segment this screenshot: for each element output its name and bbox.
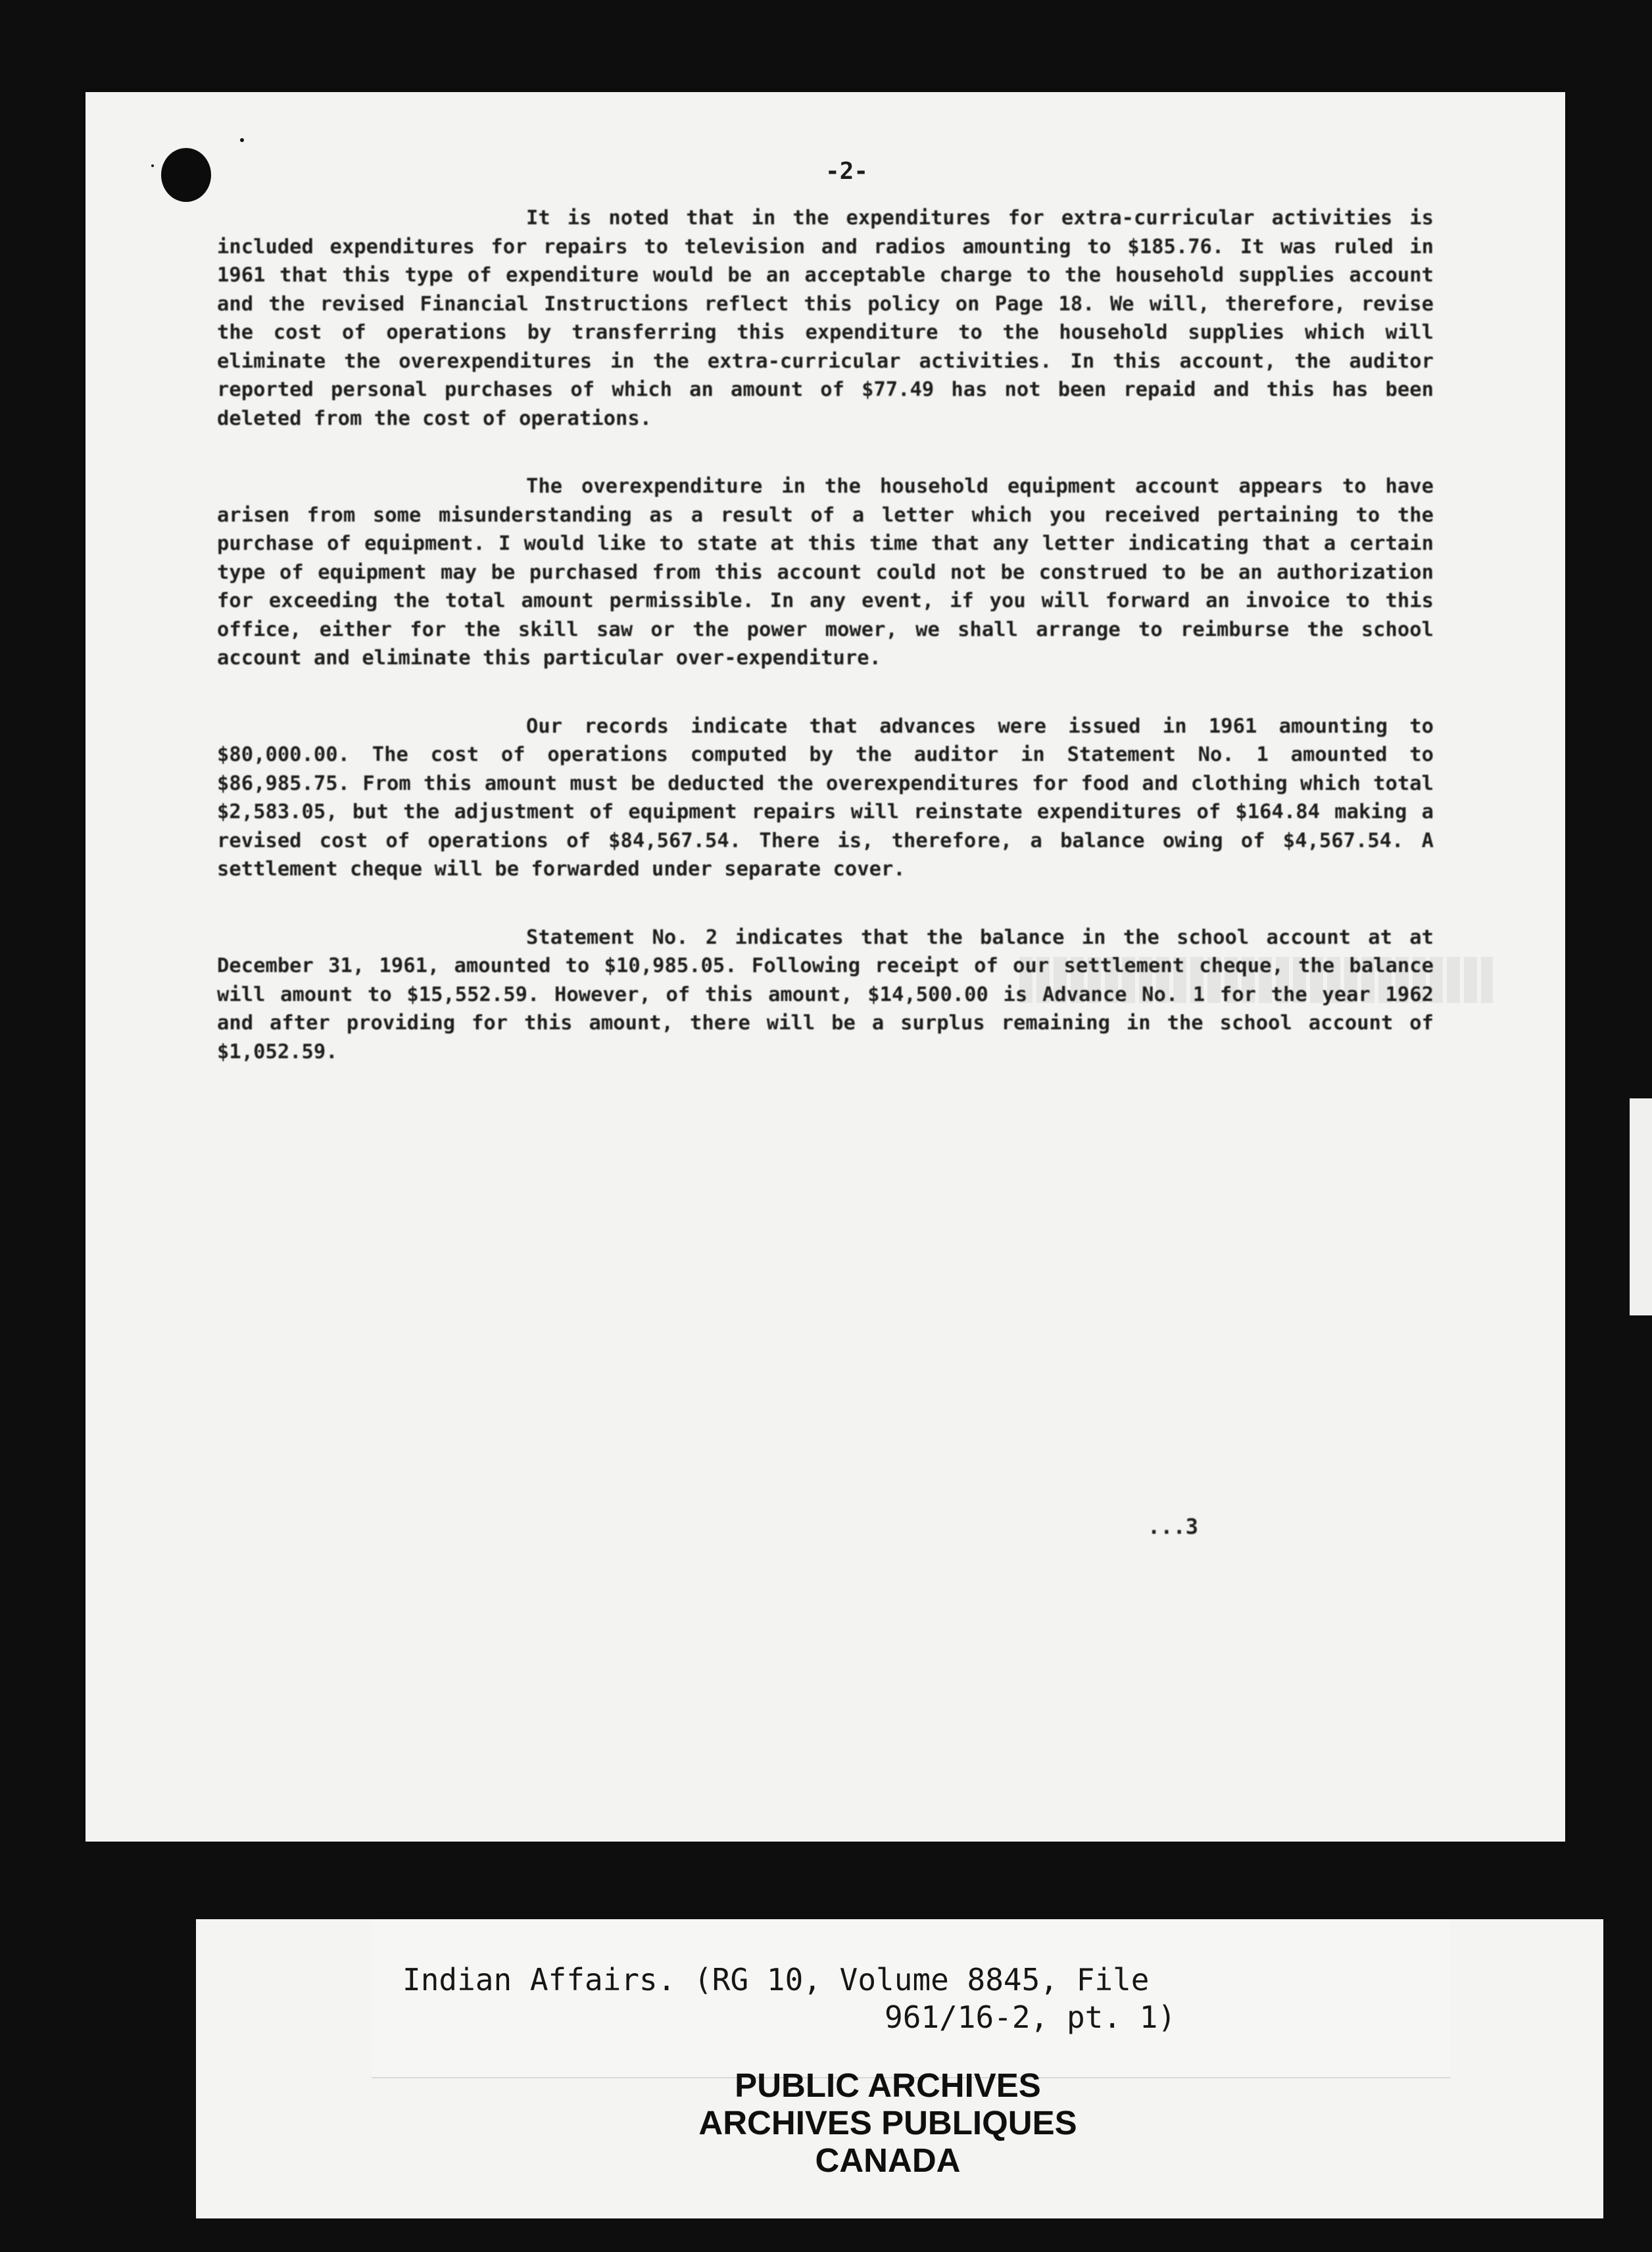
paragraph-2 — [217, 472, 1434, 673]
speck — [240, 138, 244, 142]
paragraph-3-text: Our records indicate that advances were issued in 1961 amounting to $80,000.00. The cost of operations computed by the auditor in Statement No. 1 amounted to $86,985.75. From this amount must be deducted the overexpenditures for food and clothing which total $2,583.05, but the adjustment of equipment repairs will reinstate expenditures of $164.84 making a revised cost of operations of $84,567.54. There is, therefore, a balance owing of $4,567.54. A settlement cheque will be forwarded under separate cover. — [217, 714, 1434, 881]
paragraph-3 — [217, 712, 1434, 884]
speck — [151, 164, 154, 167]
letter-body — [217, 204, 1434, 1106]
stamp-line-2: ARCHIVES PUBLIQUES — [698, 2104, 1077, 2142]
side-tab — [1630, 1098, 1652, 1315]
paragraph-2-text: The overexpenditure in the household equipment account appears to have arisen from some misunderstanding as a result of a letter which you received pertaining to the purchase of equipment. I would like to state at this time that any letter indicating that a certain type of equipment may be purchased from this account could not be construed to be an authorization for exceeding the total amount permissible. In any event, if you will forward an invoice to this office, either for the skill saw or the power mower, we shall arrange to reimburse the school account and eliminate this particular over-expenditure. — [217, 475, 1434, 670]
stamp-line-1: PUBLIC ARCHIVES — [735, 2067, 1041, 2104]
continuation-marker: ...3 — [1148, 1514, 1199, 1539]
paragraph-4-text: Statement No. 2 indicates that the balance in the school account at at December 31, 1961, amounted to $10,985.05. Following receipt of our settlement cheque, the balance will amount to $15,552.59. However, of this amount, $14,500.00 is Advance No. 1 for the year 1962 and after providing for this amount, there will be a surplus remaining in the school account of $1,052.59. — [217, 925, 1434, 1064]
stamp-line-3: CANADA — [815, 2142, 961, 2179]
public-archives-stamp — [691, 2067, 1085, 2179]
punch-hole — [161, 148, 211, 202]
archive-reference-line-1: Indian Affairs. (RG 10, Volume 8845, File — [402, 1962, 1150, 1997]
page-number: -2- — [825, 158, 869, 185]
paragraph-4 — [217, 923, 1434, 1067]
paragraph-1 — [217, 204, 1434, 433]
archive-reference-line-2: 961/16-2, pt. 1) — [885, 1999, 1177, 2035]
paragraph-1-text: It is noted that in the expenditures for extra-curricular activities is included expenditures for repairs to television and radios amounting to $185.76. It was ruled in 1961 that this type of expenditure would be an acceptable charge to the household supplies account and the revised Financial Instructions reflect this policy on Page 18. We will, therefore, revise the cost of operations by transferring this expenditure to the household supplies which will eliminate the overexpenditures in the extra-curricular activities. In this account, the auditor reported personal purchases of which an amount of $77.49 has not been repaid and this has been deleted from the cost of operations. — [217, 207, 1434, 430]
archive-reference-card — [372, 1919, 1450, 2078]
